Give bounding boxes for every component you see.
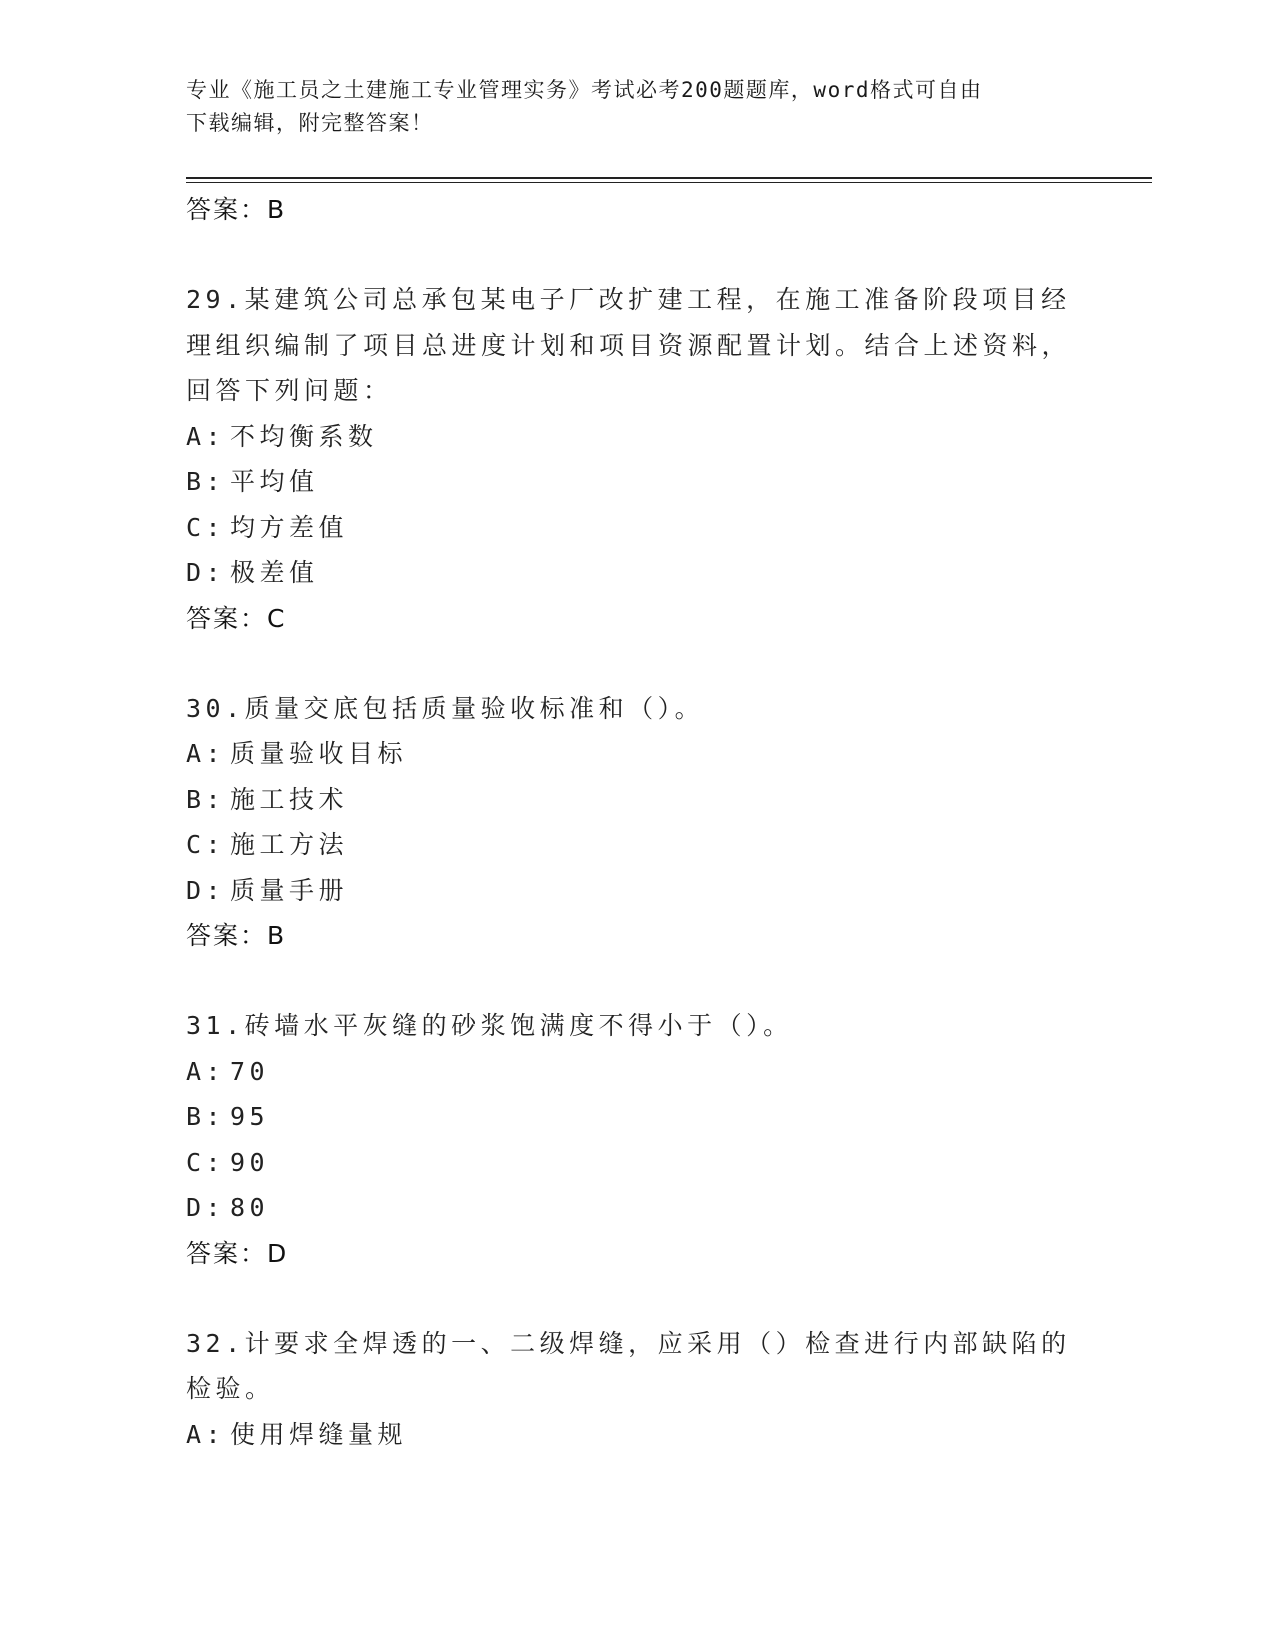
option-letter: C: xyxy=(186,830,226,859)
option-text: 70 xyxy=(230,1056,270,1086)
option-d xyxy=(186,1185,1086,1231)
header-divider xyxy=(186,177,1152,179)
answer-line: 答案：B xyxy=(186,921,287,950)
option-letter: B: xyxy=(186,1102,226,1131)
question-29 xyxy=(186,277,1086,641)
option-a xyxy=(186,414,1086,460)
header-line-1: 专业《施工员之土建施工专业管理实务》考试必考200题题库，word格式可自由 xyxy=(186,78,983,102)
question-31 xyxy=(186,1003,1086,1276)
spacer xyxy=(186,1276,1086,1321)
document-header xyxy=(186,74,1066,140)
option-text: 极差值 xyxy=(230,558,319,587)
option-letter: A: xyxy=(186,1056,226,1086)
option-letter: D: xyxy=(186,558,226,587)
option-a xyxy=(186,1049,1086,1095)
option-letter: A: xyxy=(186,739,226,768)
option-letter: A: xyxy=(186,421,226,451)
answer-line: 答案：B xyxy=(186,195,287,224)
answer-line: 答案：D xyxy=(186,1238,289,1268)
option-b xyxy=(186,777,1086,823)
question-30 xyxy=(186,686,1086,959)
option-text: 均方差值 xyxy=(230,512,349,542)
option-letter: B: xyxy=(186,784,226,814)
option-d xyxy=(186,550,1086,596)
spacer xyxy=(186,641,1086,686)
option-c xyxy=(186,505,1086,551)
document-body xyxy=(186,187,1086,1457)
option-text: 施工技术 xyxy=(230,784,349,814)
question-stem: 30.质量交底包括质量验收标准和（）。 xyxy=(186,693,705,723)
option-a xyxy=(186,731,1086,777)
header-divider-thin xyxy=(186,182,1152,183)
option-b xyxy=(186,459,1086,505)
spacer xyxy=(186,958,1086,1003)
option-letter: D: xyxy=(186,1193,226,1222)
question-stem: 32.计要求全焊透的一、二级焊缝，应采用（）检查进行内部缺陷的检验。 xyxy=(186,1328,1071,1403)
option-c xyxy=(186,1140,1086,1186)
question-stem: 31.砖墙水平灰缝的砂浆饱满度不得小于（）。 xyxy=(186,1011,793,1040)
header-line-2: 下载编辑，附完整答案！ xyxy=(186,111,434,135)
option-a xyxy=(186,1412,1086,1458)
option-letter: C: xyxy=(186,1147,226,1177)
option-text: 使用焊缝量规 xyxy=(230,1419,408,1449)
option-letter: B: xyxy=(186,467,226,496)
option-text: 质量手册 xyxy=(230,875,349,905)
option-text: 90 xyxy=(230,1147,270,1177)
option-text: 不均衡系数 xyxy=(230,421,378,451)
question-32 xyxy=(186,1321,1086,1458)
option-text: 80 xyxy=(230,1193,270,1222)
answer-line: 答案：C xyxy=(186,603,287,633)
option-letter: D: xyxy=(186,875,226,905)
option-d xyxy=(186,868,1086,914)
option-text: 施工方法 xyxy=(230,830,349,859)
question-stem: 29.某建筑公司总承包某电子厂改扩建工程，在施工准备阶段项目经理组织编制了项目总进度计划和项目资源配置计划。结合上述资料，回答下列问题： xyxy=(186,285,1072,405)
option-text: 平均值 xyxy=(230,467,319,496)
spacer xyxy=(186,232,1086,277)
option-letter: C: xyxy=(186,512,226,542)
option-c xyxy=(186,822,1086,868)
option-b xyxy=(186,1094,1086,1140)
option-letter: A: xyxy=(186,1419,226,1449)
option-text: 质量验收目标 xyxy=(230,739,408,768)
option-text: 95 xyxy=(230,1102,270,1131)
